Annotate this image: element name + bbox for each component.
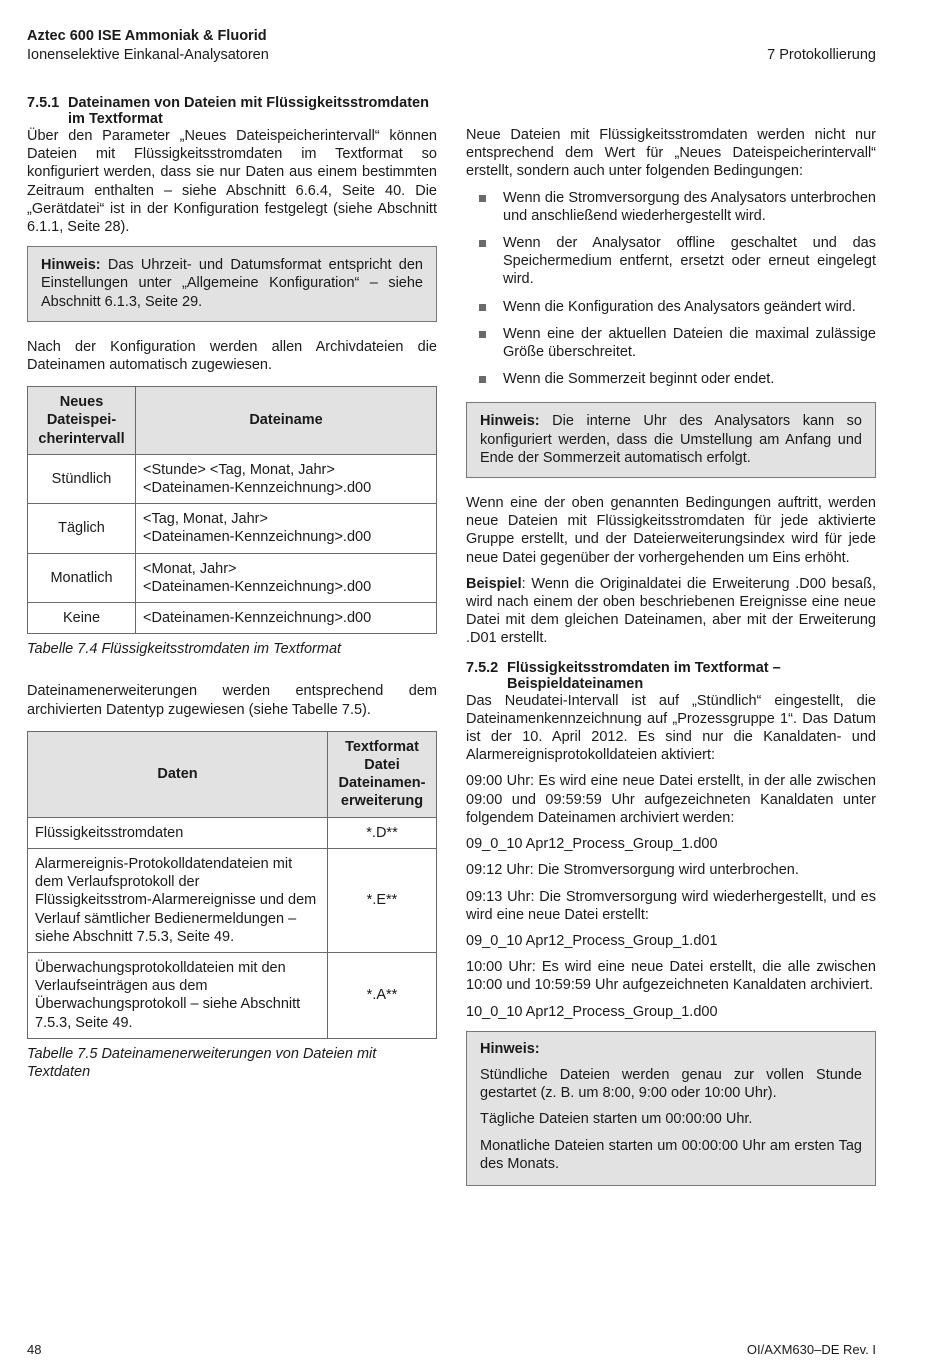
table-cell-interval: Keine (28, 603, 136, 634)
table-cell-filename: <Dateinamen-Kennzeichnung>.d00 (136, 603, 437, 634)
bullet-square-icon (479, 331, 486, 338)
section-number: 7.5.1 (27, 95, 60, 111)
table-row (28, 952, 437, 1038)
table-cell-filename: <Tag, Monat, Jahr> <Dateinamen-Kennzeichnung>.d00 (136, 504, 437, 553)
table-cell-data: Flüssigkeitsstromdaten (28, 817, 328, 848)
document-subtitle: Ionenselektive Einkanal-Analysatoren (27, 47, 269, 63)
section-heading-7-5-2 (466, 660, 876, 692)
bullet-square-icon (479, 376, 486, 383)
page-number: 48 (27, 1342, 42, 1357)
table-cell-extension: *.E** (328, 848, 437, 952)
right-column (466, 126, 876, 1202)
note-text-monthly: Monatliche Dateien starten um 00:00:00 Uhr am ersten Tag des Monats. (480, 1137, 862, 1172)
file-name-example-1: 09_0_10 Apr12_Process_Group_1.d00 (466, 836, 718, 853)
example-label: Beispiel (466, 575, 522, 592)
list-item: Wenn die Stromversorgung des Analysators unterbrochen und anschließend wiederhergestellt wird. (466, 189, 876, 225)
section-title-line1: Dateinamen von Dateien mit Flüssigkeitsstromdaten (68, 95, 429, 111)
table-cell-interval: Täglich (28, 504, 136, 553)
list-item: Wenn die Sommerzeit beginnt oder endet. (466, 370, 876, 388)
note-text-daily: Tägliche Dateien starten um 00:00:00 Uhr. (480, 1111, 753, 1128)
table-row (28, 603, 437, 634)
section-title-line2: im Textformat (68, 111, 163, 127)
table-header-data: Daten (28, 731, 328, 817)
bullet-square-icon (479, 304, 486, 311)
table-cell-extension: *.A** (328, 952, 437, 1038)
list-item: Wenn die Konfiguration des Analysators geändert wird. (466, 298, 876, 316)
note-text-hourly: Stündliche Dateien werden genau zur vollen Stunde gestartet (z. B. um 8:00, 9:00 oder 10:00 Uhr). (480, 1066, 862, 1102)
paragraph-conditions-effect: Wenn eine der oben genannten Bedingungen auftritt, werden neue Dateien mit Flüssigkeitsstromdaten für jede aktivierte Gruppe erstellt, und der Dateierweiterungsindex wird für jede neue Datei gegenüber der vorhergehenden um Eins erhöht. (466, 495, 876, 566)
section-number: 7.5.2 (466, 659, 499, 676)
section-heading-7-5-1 (27, 95, 437, 127)
paragraph-0912: 09:12 Uhr: Die Stromversorgung wird unterbrochen. (466, 862, 799, 879)
table-header-filename: Dateiname (136, 387, 437, 455)
table-cell-extension: *.D** (328, 817, 437, 848)
document-code: OI/AXM630–DE Rev. I (746, 1342, 876, 1357)
table-header-extension: Textformat Datei Dateinamenerweiterung (328, 731, 437, 817)
conditions-list (466, 189, 876, 389)
note-box-time-format (27, 246, 437, 322)
note-box-daylight-saving (466, 402, 876, 478)
paragraph-auto-names: Nach der Konfiguration werden allen Archivdateien die Dateinamen automatisch zugewiesen. (27, 338, 437, 374)
table-header-row (28, 387, 437, 455)
table-header-interval: Neues Dateispeicherintervall (28, 387, 136, 455)
document-title: Aztec 600 ISE Ammoniak & Fluorid (27, 28, 267, 44)
table-cell-filename: <Monat, Jahr> <Dateinamen-Kennzeichnung>.d00 (136, 553, 437, 602)
table-cell-data: Alarmereignis-Protokolldatendateien mit dem Verlaufsprotokoll der Flüssigkeitsstrom-Alarmereignisse und dem Verlauf sämtlicher Bedienermeldungen – siehe Abschnitt 7.5.3, Seite 49. (28, 848, 328, 952)
table-row (28, 454, 437, 503)
left-column (27, 95, 437, 1081)
note-label: Hinweis: (480, 413, 540, 430)
paragraph-0900: 09:00 Uhr: Es wird eine neue Datei erstellt, in der alle zwischen 09:00 und 09:59:59 Uhr aufgezeichneten Kanaldaten unter folgendem Dateinamen archiviert werden: (466, 773, 876, 826)
paragraph-example: Beispiel: Wenn die Originaldatei die Erweiterung .D00 besaß, wird nach einem der oben beschriebenen Ereignisse eine neue Datei mit dem gleichen Dateinamen, aber mit der Erweiterung .D01 erstellt. (466, 575, 876, 647)
file-name-example-3: 10_0_10 Apr12_Process_Group_1.d00 (466, 1003, 718, 1020)
paragraph-conditions-intro: Neue Dateien mit Flüssigkeitsstromdaten werden nicht nur entsprechend dem Wert für „Neues Dateispeicherintervall“ erstellt, sondern auch unter folgenden Bedingungen: (466, 127, 876, 180)
paragraph-intro: Über den Parameter „Neues Dateispeicherintervall“ können Dateien mit Flüssigkeitsstromdaten im Textformat so konfiguriert werden, dass sie nur Daten aus einem bestimmten Zeitraum enthalten – siehe Abschnitt 6.6.4, Seite 40. Die „Gerätdatei“ ist in der Konfiguration festgelegt (siehe Abschnitt 6.1.1, Seite 28). (27, 128, 437, 236)
list-item: Wenn eine der aktuellen Dateien die maximal zulässige Größe überschreitet. (466, 325, 876, 361)
table-cell-data: Überwachungsprotokolldateien mit den Verlaufseinträgen aus dem Überwachungsprotokoll – siehe Abschnitt 7.5.3, Seite 49. (28, 952, 328, 1038)
table-caption-7-5: Tabelle 7.5 Dateinamenerweiterungen von Dateien mit Textdaten (27, 1045, 377, 1080)
chapter-label: 7 Protokollierung (767, 47, 876, 63)
paragraph-extensions: Dateinamenerweiterungen werden entsprechend dem archivierten Datentyp zugewiesen (siehe Tabelle 7.5). (27, 683, 437, 718)
table-file-extensions (27, 731, 437, 1039)
table-row (28, 848, 437, 952)
bullet-square-icon (479, 195, 486, 202)
note-label: Hinweis: (41, 257, 101, 274)
table-cell-interval: Stündlich (28, 454, 136, 503)
table-cell-filename: <Stunde> <Tag, Monat, Jahr> <Dateinamen-Kennzeichnung>.d00 (136, 454, 437, 503)
table-header-row (28, 731, 437, 817)
note-box-file-start-times (466, 1031, 876, 1186)
list-item: Wenn der Analysator offline geschaltet und das Speichermedium entfernt, ersetzt oder erneut eingelegt wird. (466, 234, 876, 289)
table-caption-7-4: Tabelle 7.4 Flüssigkeitsstromdaten im Textformat (27, 641, 342, 658)
table-cell-interval: Monatlich (28, 553, 136, 602)
section-title-line2: Beispieldateinamen (507, 675, 644, 692)
table-file-names (27, 386, 437, 634)
paragraph-0913: 09:13 Uhr: Die Stromversorgung wird wiederhergestellt, und es wird eine neue Datei erstellt: (466, 888, 876, 923)
table-row (28, 817, 437, 848)
note-text: Die interne Uhr des Analysators kann so konfiguriert werden, dass die Umstellung am Anfang und Ende der Sommerzeit automatisch erfolgt. (480, 413, 862, 466)
paragraph-example-intro: Das Neudatei-Intervall ist auf „Stündlich“ eingestellt, die Dateinamenkennzeichnung auf „Prozessgruppe 1“. Das Datum ist der 10. April 2012. Es sind nur die Kanaldaten- und Alarmereignisprotokolldateien aktiviert: (466, 692, 876, 764)
note-label: Hinweis: (480, 1040, 540, 1057)
note-text: Das Uhrzeit- und Datumsformat entspricht den Einstellungen unter „Allgemeine Konfiguration“ – siehe Abschnitt 6.1.3, Seite 29. (41, 257, 423, 310)
section-title-line1: Flüssigkeitsstromdaten im Textformat – (507, 659, 781, 676)
bullet-square-icon (479, 240, 486, 247)
paragraph-1000: 10:00 Uhr: Es wird eine neue Datei erstellt, die alle zwischen 10:00 und 10:59:59 Uhr aufgezeichneten Kanaldaten archiviert. (466, 959, 876, 994)
table-row (28, 553, 437, 602)
file-name-example-2: 09_0_10 Apr12_Process_Group_1.d01 (466, 932, 718, 949)
table-row (28, 504, 437, 553)
